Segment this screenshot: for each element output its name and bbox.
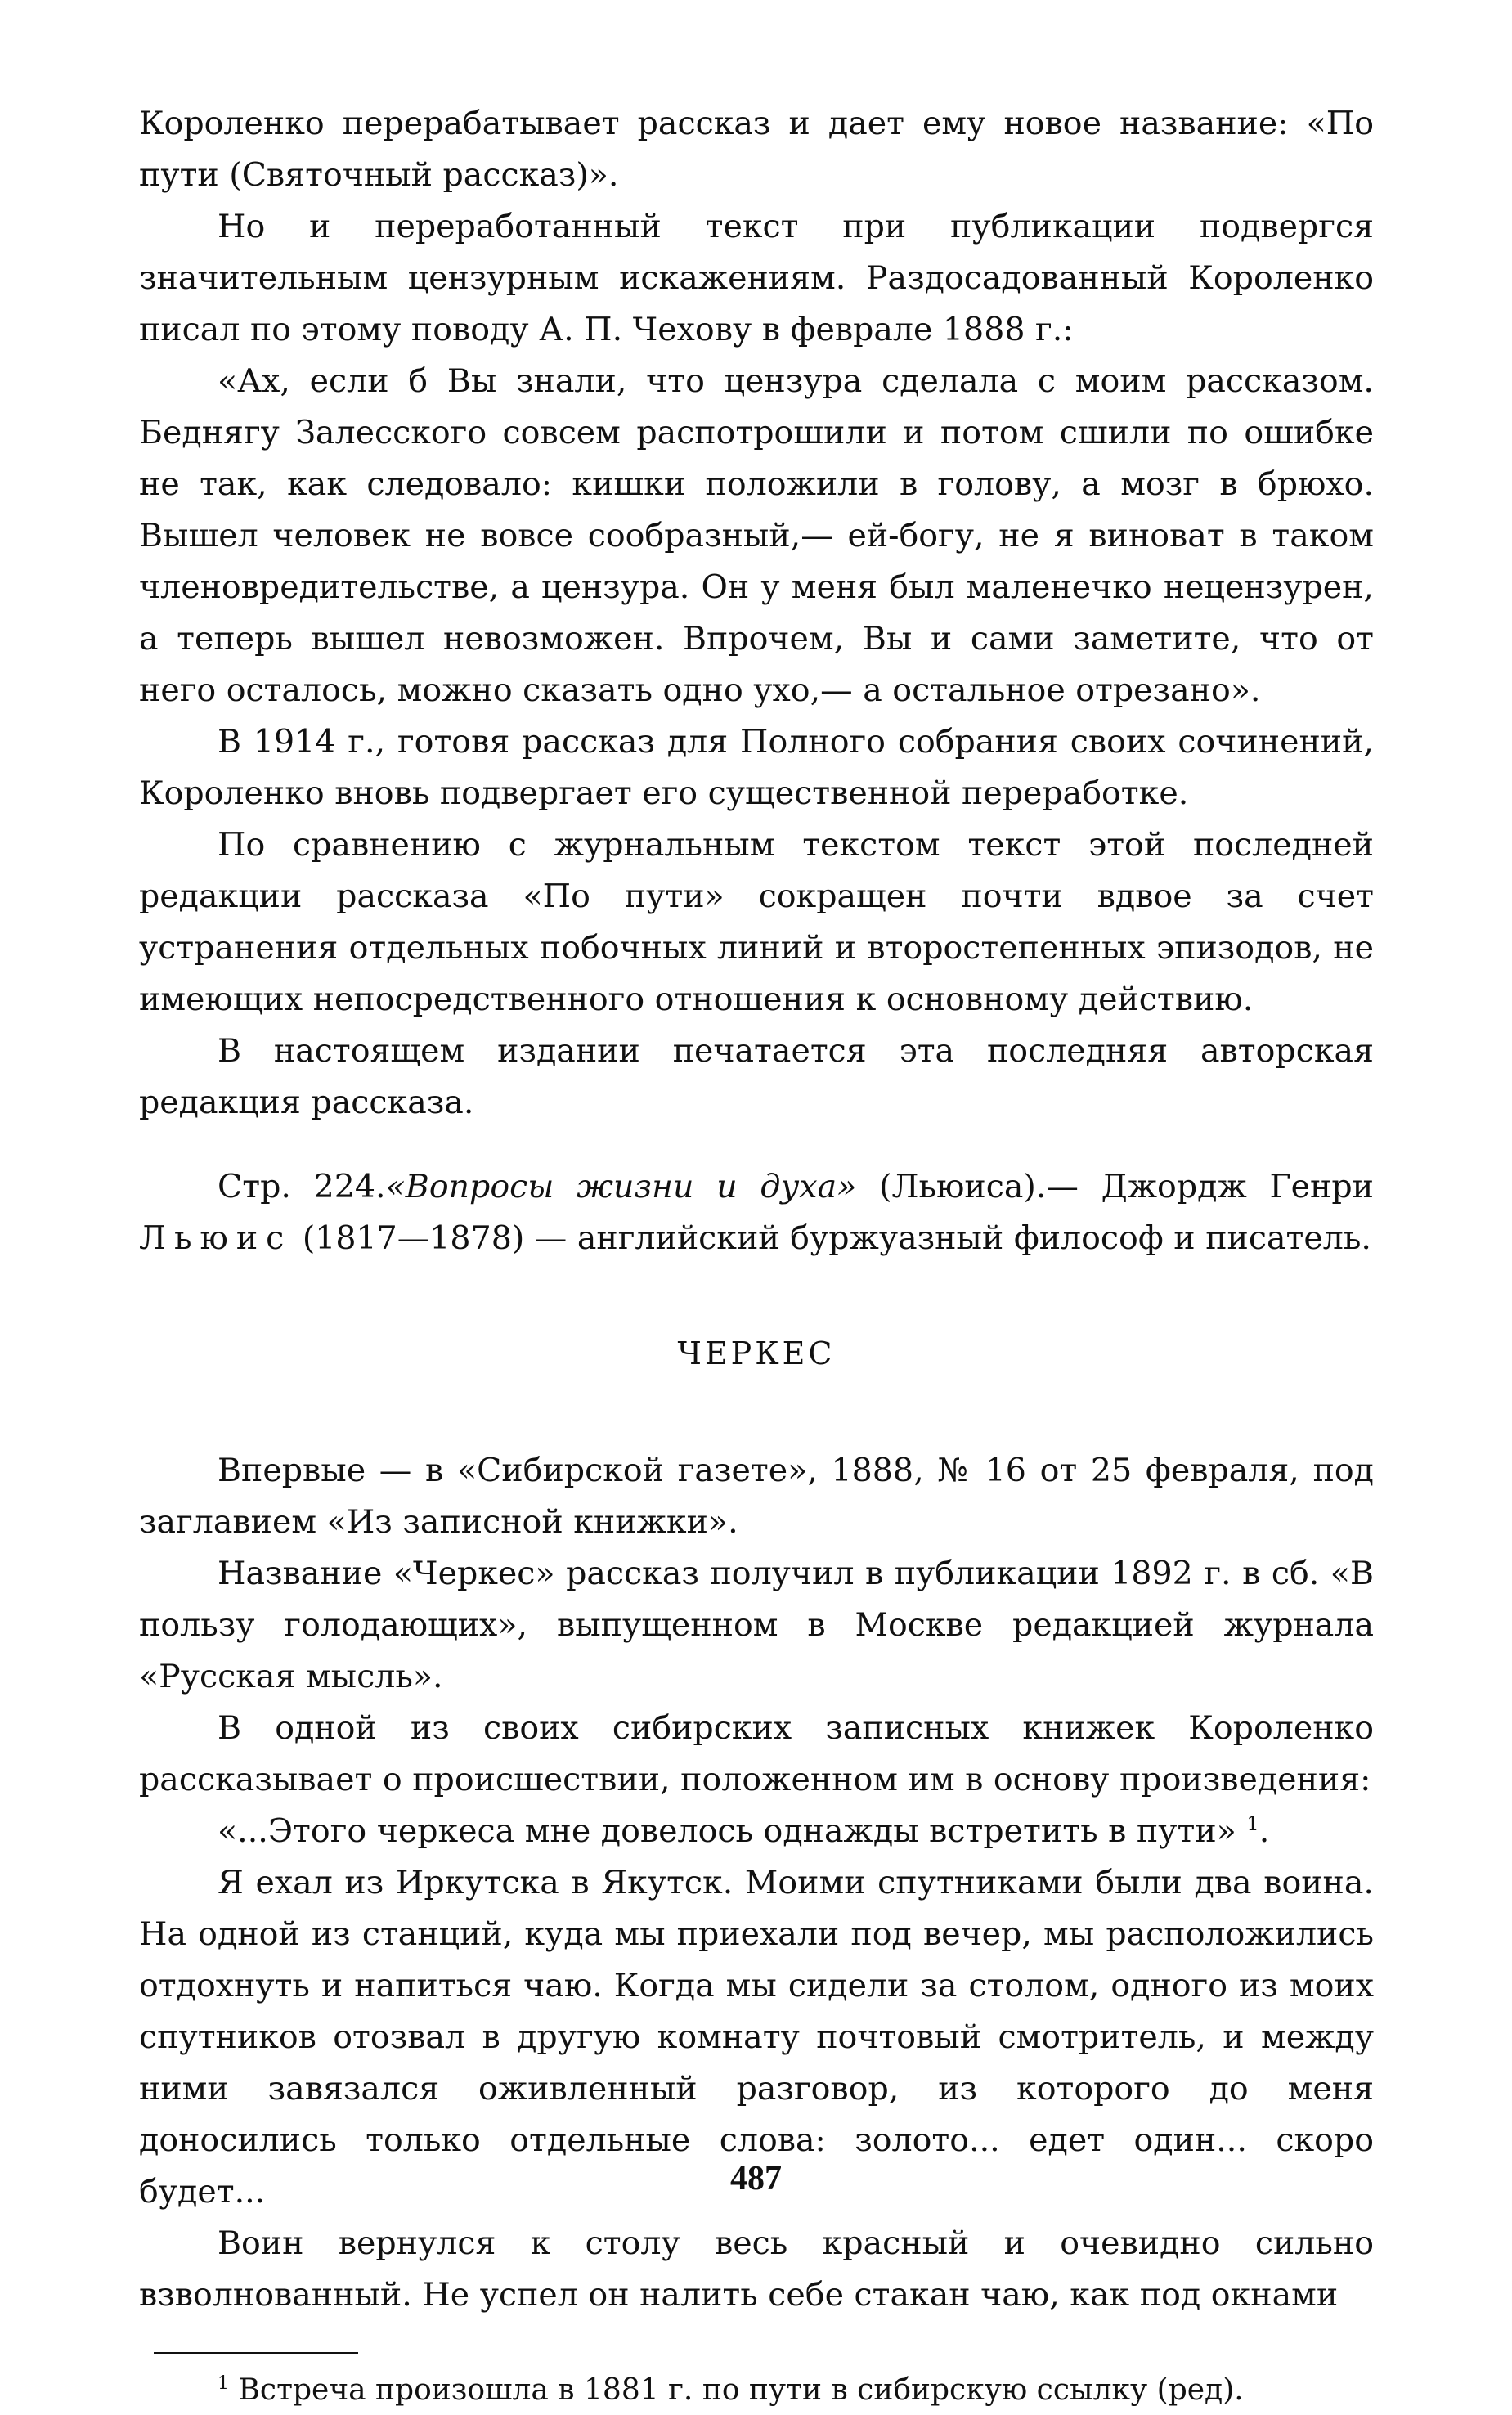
paragraph: Короленко перерабатывает рассказ и дает ему новое название: «По пути (Святочный рассказ)».	[139, 105, 1374, 194]
paragraph: По сравнению с журнальным текстом текст этой последней редакции рассказа «По пути» сокращен почти вдвое за счет устранения отдельных побочных линий и второстепенных эпизодов, не имеющих непосредственного отношения к основному действию.	[139, 826, 1374, 1018]
page-number: 487	[730, 2160, 782, 2197]
paragraph: Название «Черкес» рассказ получил в публикации 1892 г. в сб. «В пользу голодающих», выпущенном в Москве редакцией журнала «Русская мысль».	[139, 1555, 1374, 1695]
footnote-ref[interactable]: 1	[1246, 1811, 1259, 1835]
footnote-text: Встреча произошла в 1881 г. по пути в сибирскую ссылку (ред).	[238, 2373, 1244, 2407]
paragraph: В одной из своих сибирских записных книжек Короленко рассказывает о происшествии, положенном им в основу произведения:	[139, 1709, 1374, 1798]
note-prefix: Стр. 224.	[218, 1168, 386, 1205]
footnote-divider	[154, 2352, 358, 2354]
page-note	[139, 1161, 1374, 1264]
page-body	[139, 98, 1374, 2407]
footnote	[139, 2366, 1374, 2415]
paragraph: Но и переработанный текст при публикации подвергся значительным цензурным искажениям. Раздосадованный Короленко писал по этому поводу А. П. Чехову в феврале 1888 г.:	[139, 208, 1374, 348]
paragraph: В 1914 г., готовя рассказ для Полного собрания своих сочинений, Короленко вновь подвергает его существенной переработке.	[139, 723, 1374, 812]
paragraph: «Ах, если б Вы знали, что цензура сделала с моим рассказом. Беднягу Залесского совсем распотрошили и потом сшили по ошибке не так, как следовало: кишки положили в голову, а мозг в брюхо. Вышел человек не вовсе сообразный,— ей-богу, не я виноват в таком членовредительстве, а цензура. Он у меня был маленечко нецензурен, а теперь вышел невозможен. Впрочем, Вы и сами заметите, что от него осталось, можно сказать одно ухо,— а остальное отрезано».	[139, 362, 1374, 709]
section-heading: ЧЕРКЕС	[677, 1335, 836, 1371]
note-middle: (Льюиса).— Джордж Генри	[856, 1168, 1374, 1205]
footnote-marker: 1	[218, 2373, 229, 2394]
paragraph: Я ехал из Иркутска в Якутск. Моими спутниками были два воина. На одной из станций, куда мы приехали под вечер, мы расположились отдохнуть и напиться чаю. Когда мы сидели за столом, одного из моих спутников отозвал в другую комнату почтовый смотритель, и между ними завязался оживленный разговор, из которого до меня доносились только отдельные слова: золото... едет один... скоро будет...	[139, 1864, 1374, 2211]
paragraph: В настоящем издании печатается эта последняя авторская редакция рассказа.	[139, 1032, 1374, 1121]
paragraph: Впервые — в «Сибирской газете», 1888, № 16 от 25 февраля, под заглавием «Из записной книжки».	[139, 1452, 1374, 1541]
quote-text: «...Этого черкеса мне довелось однажды встретить в пути»	[218, 1812, 1236, 1850]
note-title: «Вопросы жизни и духа»	[385, 1168, 857, 1205]
note-rest: (1817—1878) — английский буржуазный философ и писатель.	[292, 1219, 1371, 1257]
note-name: Льюис	[139, 1219, 293, 1257]
paragraph: Воин вернулся к столу весь красный и очевидно сильно взволнованный. Не успел он налить себе стакан чаю, как под окнами	[139, 2224, 1374, 2314]
quote-line: «...Этого черкеса мне довелось однажды встретить в пути» $^1$.	[218, 1811, 1270, 1850]
